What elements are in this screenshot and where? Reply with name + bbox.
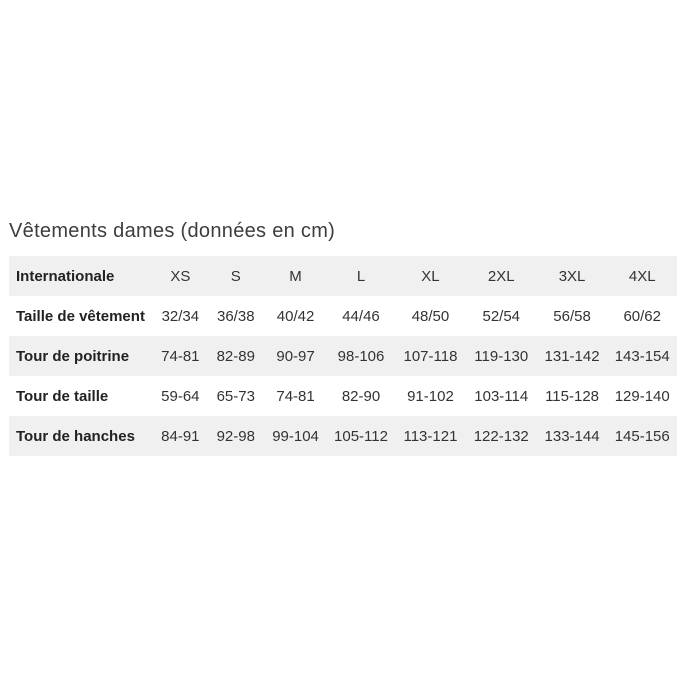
size-value-cell: 56/58 — [553, 307, 591, 325]
header-row-label: Internationale — [16, 267, 115, 285]
size-value-cell: 65-73 — [216, 387, 255, 405]
size-value-cell: 91-102 — [407, 387, 454, 405]
column-header-4xl: 4XL — [628, 267, 656, 285]
row-label: Tour de poitrine — [16, 347, 130, 365]
size-value-cell: 107-118 — [403, 347, 458, 365]
table-row-waist — [9, 376, 677, 416]
size-value-cell: 60/62 — [623, 307, 661, 325]
size-value-cell: 90-97 — [276, 347, 315, 365]
size-value-cell: 133-144 — [544, 427, 600, 445]
column-header-2xl: 2XL — [487, 267, 515, 285]
size-value-cell: 59-64 — [161, 387, 200, 405]
size-value-cell: 99-104 — [272, 427, 319, 445]
column-header-xs: XS — [170, 267, 191, 285]
size-chart-table — [9, 256, 677, 456]
size-value-cell: 84-91 — [161, 427, 200, 445]
column-header-m: M — [289, 267, 302, 285]
size-value-cell: 119-130 — [474, 347, 529, 365]
column-header-3xl: 3XL — [558, 267, 586, 285]
size-value-cell: 74-81 — [276, 387, 315, 405]
column-header-xl: XL — [421, 267, 440, 285]
size-value-cell: 105-112 — [334, 427, 388, 445]
column-header-s: S — [230, 267, 241, 285]
size-value-cell: 122-132 — [473, 427, 529, 445]
size-value-cell: 103-114 — [474, 387, 529, 405]
size-value-cell: 92-98 — [216, 427, 255, 445]
size-value-cell: 115-128 — [545, 387, 600, 405]
size-value-cell: 145-156 — [614, 427, 670, 445]
table-row-garment-size — [9, 296, 677, 336]
size-value-cell: 74-81 — [161, 347, 200, 365]
table-row-hips — [9, 416, 677, 456]
size-value-cell: 131-142 — [544, 347, 600, 365]
size-value-cell: 44/46 — [342, 307, 380, 325]
size-value-cell: 82-89 — [216, 347, 255, 365]
size-value-cell: 113-121 — [403, 427, 458, 445]
size-value-cell: 82-90 — [341, 387, 381, 405]
size-value-cell: 52/54 — [482, 307, 521, 325]
row-label: Tour de hanches — [16, 427, 135, 445]
row-label: Taille de vêtement — [16, 307, 145, 325]
size-value-cell: 129-140 — [614, 387, 670, 405]
size-value-cell: 48/50 — [411, 307, 450, 325]
size-value-cell: 32/34 — [161, 307, 200, 325]
header-row — [9, 256, 677, 296]
size-guide-title: Vêtements dames (données en cm) — [9, 220, 336, 242]
row-label: Tour de taille — [16, 387, 109, 405]
size-value-cell: 98-106 — [337, 347, 385, 365]
size-value-cell: 143-154 — [614, 347, 670, 365]
size-value-cell: 36/38 — [217, 307, 255, 325]
size-value-cell: 40/42 — [276, 307, 315, 325]
table-row-chest — [9, 336, 677, 376]
column-header-l: L — [356, 267, 366, 285]
